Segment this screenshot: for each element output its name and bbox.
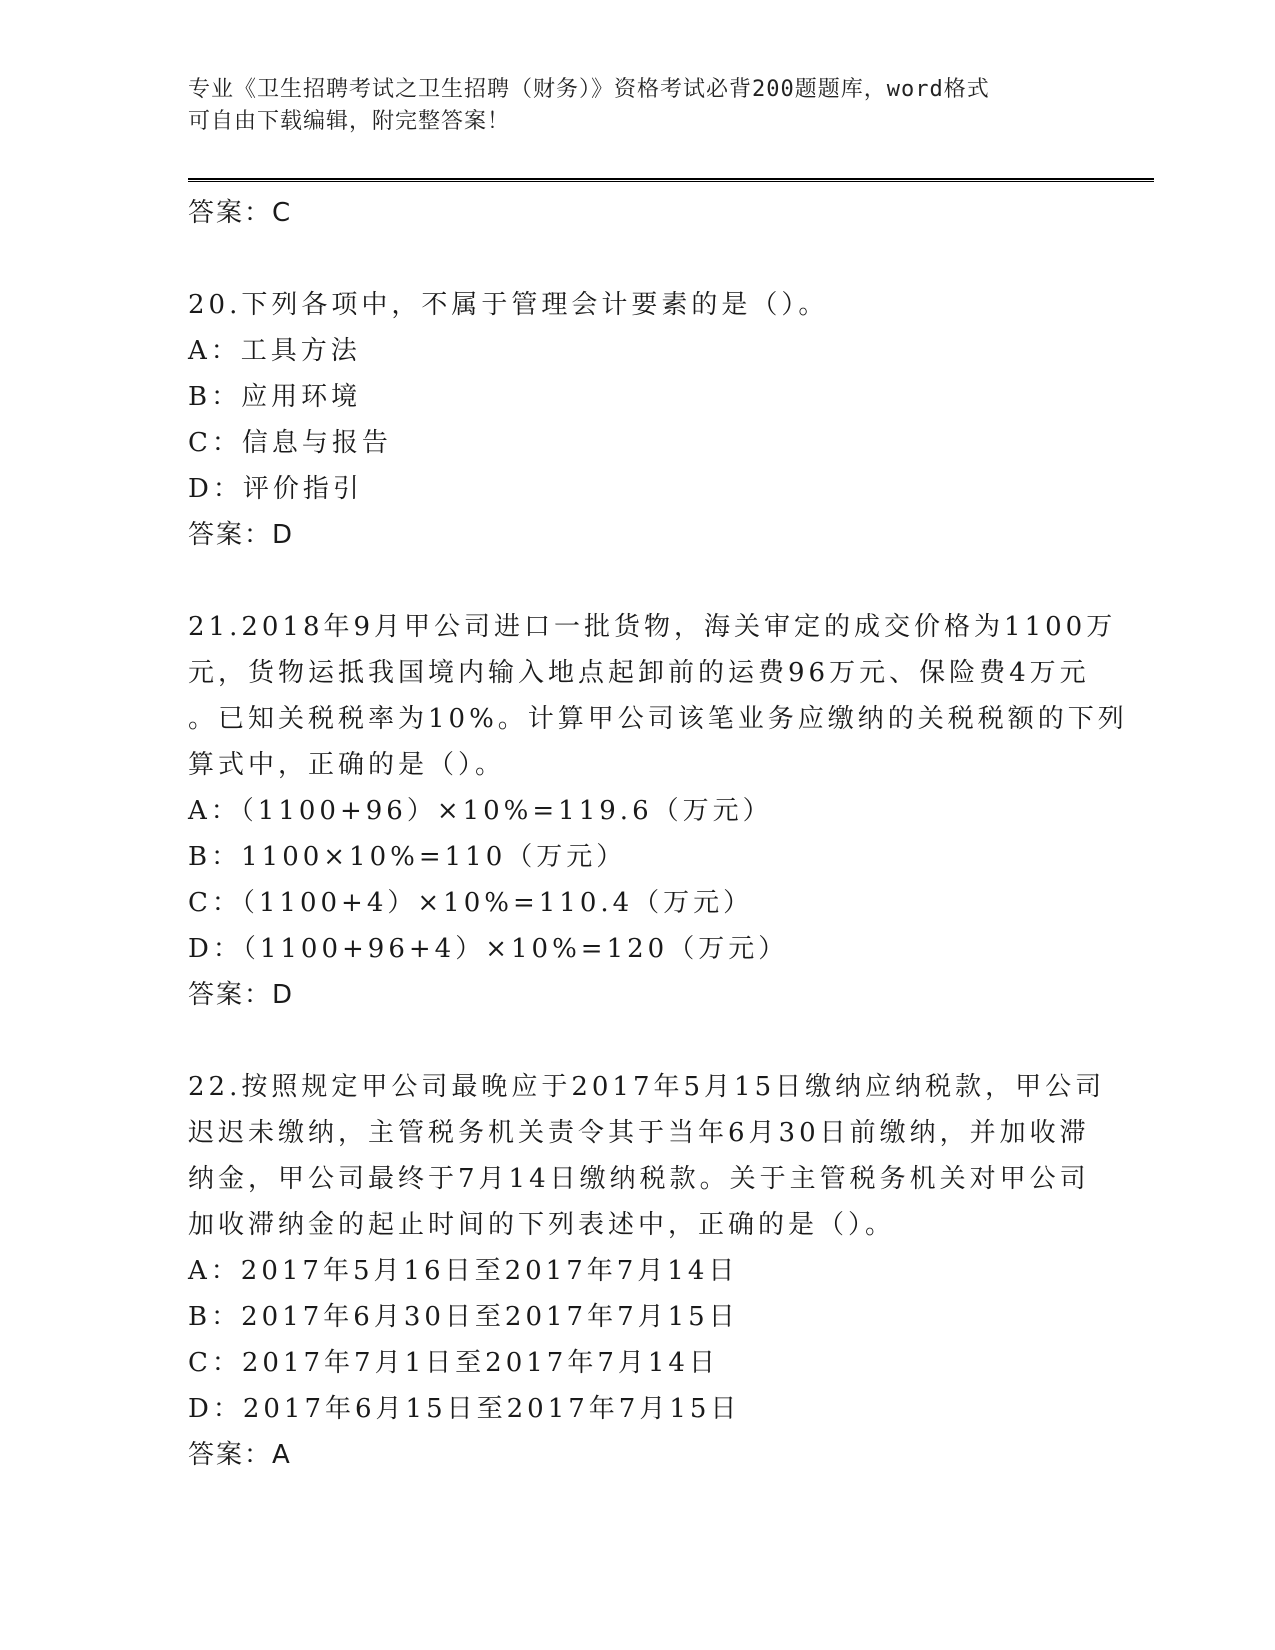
option-c: C：2017年7月1日至2017年7月14日	[188, 1348, 719, 1378]
question-stem	[188, 604, 1128, 788]
stem-line: 20.下列各项中，不属于管理会计要素的是（）。	[188, 290, 829, 320]
answer-previous: 答案：C	[188, 198, 293, 228]
option-b: B：1100×10%=110（万元）	[188, 842, 627, 872]
stem-line: 迟迟未缴纳，主管税务机关责令其于当年6月30日前缴纳，并加收滞	[188, 1118, 1090, 1148]
answer: 答案：A	[188, 1440, 292, 1470]
option-a: A：（1100+96）×10%=119.6（万元）	[188, 796, 773, 826]
header-title-line-1: 专业《卫生招聘考试之卫生招聘（财务）》资格考试必背200题题库，word格式	[188, 77, 990, 102]
stem-line: 加收滞纳金的起止时间的下列表述中，正确的是（）。	[188, 1210, 896, 1240]
question-stem	[188, 1064, 1106, 1248]
option-d: D：2017年6月15日至2017年7月15日	[188, 1394, 741, 1424]
page-header	[188, 74, 1088, 138]
question-22	[188, 1064, 1106, 1478]
answer: 答案：D	[188, 520, 295, 550]
option-c: C：（1100+4）×10%=110.4（万元）	[188, 888, 754, 918]
header-divider	[188, 178, 1154, 182]
header-title-line-2: 可自由下载编辑，附完整答案！	[188, 109, 511, 134]
question-stem	[188, 282, 1068, 328]
stem-line: 22.按照规定甲公司最晚应于2017年5月15日缴纳应纳税款，甲公司	[188, 1072, 1106, 1102]
spacer	[188, 236, 1088, 282]
spacer	[188, 558, 1088, 604]
stem-line: 元，货物运抵我国境内输入地点起卸前的运费96万元、保险费4万元	[188, 658, 1090, 688]
option-d: D：（1100+96+4）×10%=120（万元）	[188, 934, 789, 964]
stem-line: 。已知关税税率为10%。计算甲公司该笔业务应缴纳的关税税额的下列	[188, 704, 1128, 734]
answer: 答案：D	[188, 980, 295, 1010]
option-a: A：工具方法	[188, 336, 361, 366]
option-b: B：2017年6月30日至2017年7月15日	[188, 1302, 739, 1332]
stem-line: 21.2018年9月甲公司进口一批货物，海关审定的成交价格为1100万	[188, 612, 1117, 642]
question-list	[188, 190, 1128, 1478]
option-b: B：应用环境	[188, 382, 362, 412]
option-a: A：2017年5月16日至2017年7月14日	[188, 1256, 739, 1286]
option-d: D：评价指引	[188, 474, 363, 504]
question-21	[188, 604, 1128, 1018]
spacer	[188, 1018, 1088, 1064]
stem-line: 纳金，甲公司最终于7月14日缴纳税款。关于主管税务机关对甲公司	[188, 1164, 1090, 1194]
option-c: C：信息与报告	[188, 428, 392, 458]
question-20	[188, 282, 1088, 558]
stem-line: 算式中，正确的是（）。	[188, 750, 506, 780]
